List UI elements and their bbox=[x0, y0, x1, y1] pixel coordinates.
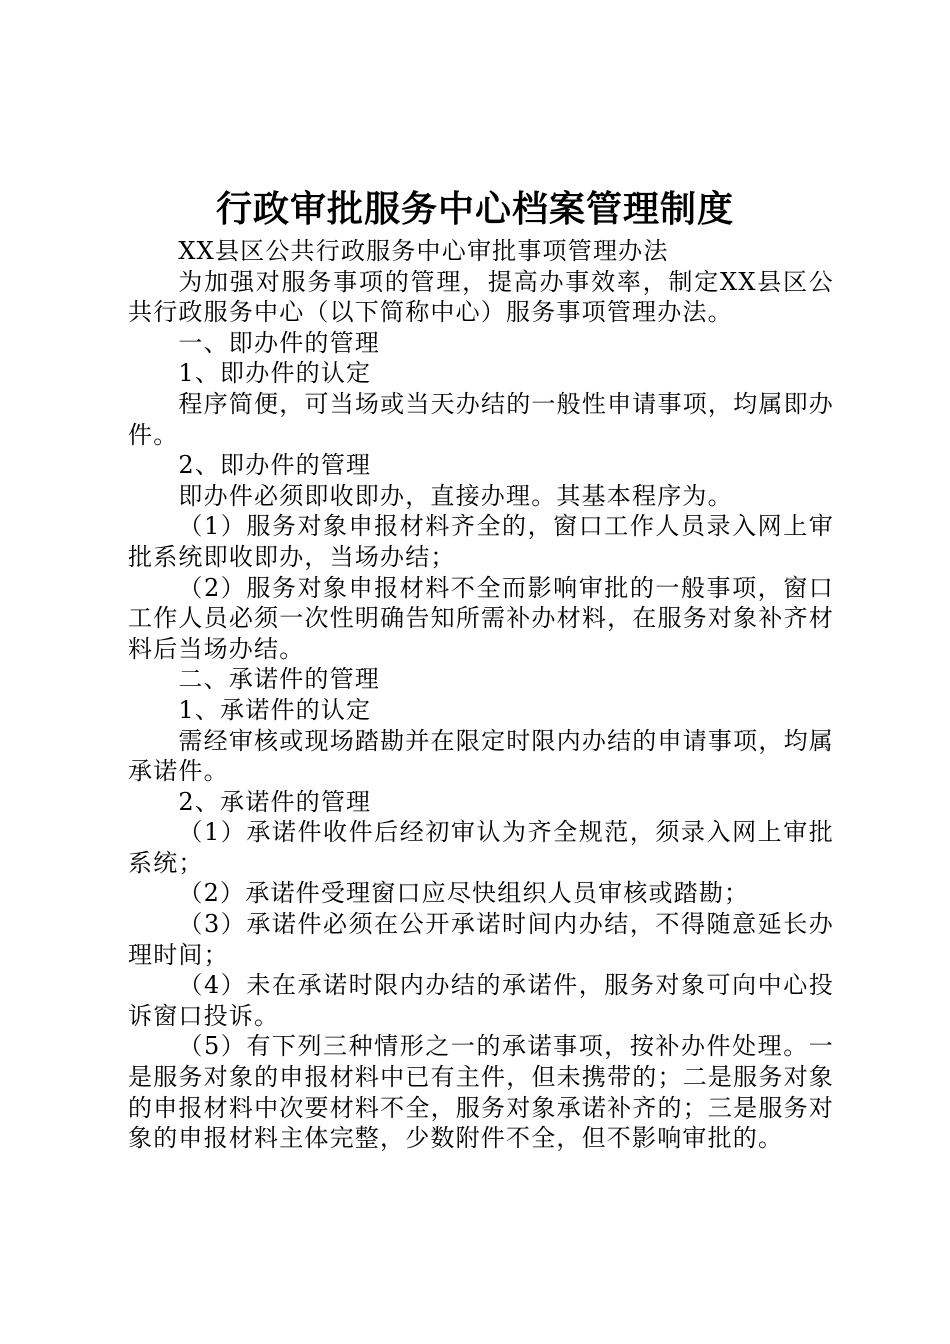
paragraph: 即办件必须即收即办，直接办理。其基本程序为。 bbox=[178, 481, 733, 510]
paragraph-subtitle: XX县区公共行政服务中心审批事项管理办法 bbox=[178, 237, 669, 265]
list-item: （3）承诺件必须在公开承诺时间内办结，不得随意延长办理时间； bbox=[128, 910, 834, 969]
subsection-heading-1-2: 2、即办件的管理 bbox=[178, 451, 372, 480]
section-heading-2: 二、承诺件的管理 bbox=[178, 665, 380, 694]
list-item: （2）服务对象申报材料不全而影响审批的一般事项，窗口工作人员必须一次性明确告知所需补办材料，在服务对象补齐材料后当场办结。 bbox=[128, 573, 834, 663]
list-item: （1）服务对象申报材料齐全的，窗口工作人员录入网上审批系统即收即办，当场办结； bbox=[128, 512, 834, 571]
subsection-heading-2-2: 2、承诺件的管理 bbox=[178, 787, 372, 816]
subsection-heading-1-1: 1、即办件的认定 bbox=[178, 359, 372, 388]
paragraph-intro: 为加强对服务事项的管理，提高办事效率，制定XX县区公共行政服务中心（以下简称中心）服务事项管理办法。 bbox=[128, 267, 834, 327]
list-item: （2）承诺件受理窗口应尽快组织人员审核或踏勘； bbox=[178, 879, 750, 908]
list-item: （4）未在承诺时限内办结的承诺件，服务对象可向中心投诉窗口投诉。 bbox=[128, 971, 834, 1030]
document-title: 行政审批服务中心档案管理制度 bbox=[215, 188, 734, 230]
list-item: （1）承诺件收件后经初审认为齐全规范，须录入网上审批系统； bbox=[128, 818, 834, 877]
list-item: （5）有下列三种情形之一的承诺事项，按补办件处理。一是服务对象的申报材料中已有主件，但未携带的；二是服务对象的申报材料中次要材料不全，服务对象承诺补齐的；三是服务对象的申报材料主体完整，少数附件不全，但不影响审批的。 bbox=[128, 1032, 834, 1153]
paragraph: 需经审核或现场踏勘并在限定时限内办结的申请事项，均属承诺件。 bbox=[128, 726, 834, 786]
document-body bbox=[128, 236, 834, 1154]
section-heading-1: 一、即办件的管理 bbox=[178, 328, 380, 357]
paragraph: 程序简便，可当场或当天办结的一般性申请事项，均属即办件。 bbox=[128, 389, 834, 449]
subsection-heading-2-1: 1、承诺件的认定 bbox=[178, 695, 372, 724]
